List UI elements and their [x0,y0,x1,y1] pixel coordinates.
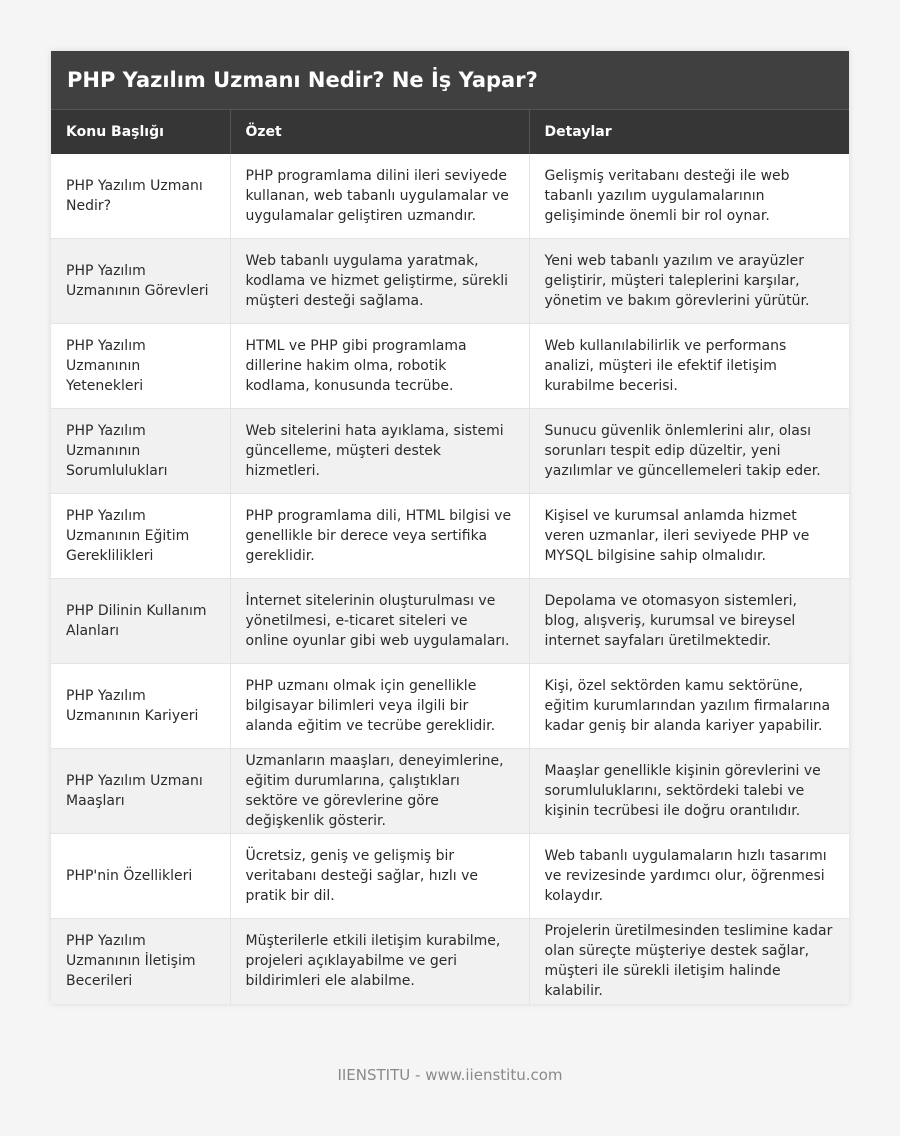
cell-summary: PHP uzmanı olmak için genellikle bilgisayar bilimleri veya ilgili bir alanda eğitim ve tecrübe gereklidir. [230,664,529,749]
table-row [51,494,849,579]
cell-summary: Ücretsiz, geniş ve gelişmiş bir veritabanı desteği sağlar, hızlı ve pratik bir dil. [230,834,529,919]
cell-topic: PHP Yazılım Uzmanının Yetenekleri [51,324,230,409]
cell-details: Yeni web tabanlı yazılım ve arayüzler geliştirir, müşteri taleplerini karşılar, yönetim ve bakım görevlerini yürütür. [529,239,849,324]
cell-details: Kişi, özel sektörden kamu sektörüne, eğitim kurumlarından yazılım firmalarına kadar geniş bir alanda kariyer yapabilir. [529,664,849,749]
cell-topic: PHP Yazılım Uzmanının Kariyeri [51,664,230,749]
table-row [51,664,849,749]
cell-topic: PHP Dilinin Kullanım Alanları [51,579,230,664]
cell-topic: PHP Yazılım Uzmanının Eğitim Gereklilikleri [51,494,230,579]
cell-summary: İnternet sitelerinin oluşturulması ve yönetilmesi, e-ticaret siteleri ve online oyunlar gibi web uygulamaları. [230,579,529,664]
cell-summary: HTML ve PHP gibi programlama dillerine hakim olma, robotik kodlama, konusunda tecrübe. [230,324,529,409]
cell-details: Web tabanlı uygulamaların hızlı tasarımı ve revizesinde yardımcı olur, öğrenmesi kolaydır. [529,834,849,919]
table-row [51,324,849,409]
cell-details: Kişisel ve kurumsal anlamda hizmet veren uzmanlar, ileri seviyede PHP ve MYSQL bilgisine sahip olmalıdır. [529,494,849,579]
cell-topic: PHP Yazılım Uzmanının Görevleri [51,239,230,324]
table-row [51,409,849,494]
cell-details: Web kullanılabilirlik ve performans analizi, müşteri ile efektif iletişim kurabilme becerisi. [529,324,849,409]
table-card [51,51,849,1004]
column-header-summary: Özet [230,110,529,154]
cell-details: Sunucu güvenlik önlemlerini alır, olası sorunları tespit edip düzeltir, yeni yazılımlar ve güncellemeleri takip eder. [529,409,849,494]
cell-details: Gelişmiş veritabanı desteği ile web tabanlı yazılım uygulamalarının gelişiminde önemli bir rol oynar. [529,154,849,239]
footer-credit: IIENSTITU - www.iienstitu.com [337,1066,563,1084]
table-row [51,239,849,324]
cell-summary: Müşterilerle etkili iletişim kurabilme, projeleri açıklayabilme ve geri bildirimleri ele alabilme. [230,919,529,1004]
header-row [51,110,849,154]
cell-topic: PHP Yazılım Uzmanının Sorumlulukları [51,409,230,494]
cell-summary: Web sitelerini hata ayıklama, sistemi güncelleme, müşteri destek hizmetleri. [230,409,529,494]
table-title: PHP Yazılım Uzmanı Nedir? Ne İş Yapar? [51,51,849,109]
table-row [51,919,849,1004]
cell-details: Projelerin üretilmesinden teslimine kadar olan süreçte müşteriye destek sağlar, müşteri ile sürekli iletişim halinde kalabilir. [529,919,849,1004]
cell-summary: Uzmanların maaşları, deneyimlerine, eğitim durumlarına, çalıştıkları sektöre ve görevlerine göre değişkenlik gösterir. [230,749,529,834]
cell-topic: PHP Yazılım Uzmanının İletişim Becerileri [51,919,230,1004]
cell-topic: PHP Yazılım Uzmanı Nedir? [66,177,203,214]
table-row [51,749,849,834]
cell-summary: PHP programlama dilini ileri seviyede kullanan, web tabanlı uygulamalar ve uygulamalar geliştiren uzmandır. [230,154,529,239]
table-row [51,579,849,664]
column-header-details: Detaylar [529,110,849,154]
cell-summary: Web tabanlı uygulama yaratmak, kodlama ve hizmet geliştirme, sürekli müşteri desteği sağlama. [230,239,529,324]
cell-details: Maaşlar genellikle kişinin görevlerini ve sorumluluklarını, sektördeki talebi ve kişinin tecrübesi ile doğru orantılıdır. [529,749,849,834]
column-header-topic: Konu Başlığı [51,110,230,154]
cell-details: Depolama ve otomasyon sistemleri, blog, alışveriş, kurumsal ve bireysel internet sayfaları üretilmektedir. [529,579,849,664]
cell-topic: PHP'nin Özellikleri [51,834,230,919]
cell-summary: PHP programlama dili, HTML bilgisi ve genellikle bir derece veya sertifika gereklidir. [230,494,529,579]
info-table [51,109,849,1004]
table-row [51,834,849,919]
cell-topic: PHP Yazılım Uzmanı Maaşları [51,749,230,834]
table-row [51,154,849,239]
